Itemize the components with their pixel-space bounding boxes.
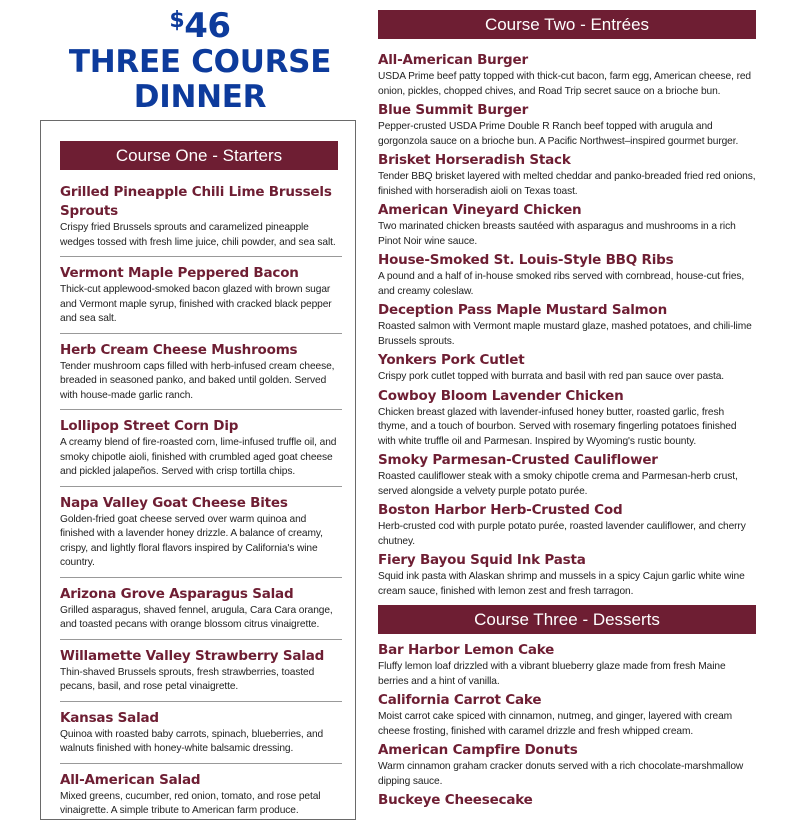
price <box>40 2 360 45</box>
menu-item-name: Deception Pass Maple Mustard Salmon <box>378 302 668 318</box>
course-two-banner: Course Two - Entrées <box>378 10 756 39</box>
menu-item-name: Smoky Parmesan-Crusted Cauliflower <box>378 452 658 468</box>
menu-item <box>378 501 756 549</box>
menu-item-description: Grilled asparagus, shaved fennel, arugula, Cara Cara orange, and toasted pecans with orange blossom citrus vinaigrette. <box>60 604 333 630</box>
menu-item <box>378 251 756 299</box>
menu-item-name: Blue Summit Burger <box>378 102 529 118</box>
menu-item-name: Vermont Maple Peppered Bacon <box>60 265 299 281</box>
menu-item-name: Lollipop Street Corn Dip <box>60 418 239 434</box>
menu-item-name: Fiery Bayou Squid Ink Pasta <box>378 552 586 568</box>
menu-item-name: California Carrot Cake <box>378 692 542 708</box>
menu-item-description: Two marinated chicken breasts sautéed with asparagus and mushrooms in a rich Pinot Noir wine sauce. <box>378 221 736 247</box>
menu-item-description: Roasted cauliflower steak with a smoky chipotle crema and Parmesan-herb crust, served alongside a velvety purple potato purée. <box>378 471 738 497</box>
menu-item <box>60 263 342 334</box>
menu-item-description: Tender BBQ brisket layered with melted cheddar and panko-breaded fried red onions, finished with horseradish aioli on Texas toast. <box>378 171 756 197</box>
menu-item <box>378 387 756 450</box>
starters-list <box>60 182 342 831</box>
menu-item-description: USDA Prime beef patty topped with thick-cut bacon, farm egg, American cheese, red onion, pickles, chopped chives, and Road Trip secret sauce on a brioche bun. <box>378 71 751 97</box>
menu-item-name: Yonkers Pork Cutlet <box>378 352 525 368</box>
menu-item <box>60 584 342 640</box>
menu-item-name: Kansas Salad <box>60 709 159 726</box>
menu-item-name: Willamette Valley Strawberry Salad <box>60 647 325 664</box>
menu-item-name: Napa Valley Goat Cheese Bites <box>60 494 288 511</box>
menu-item-description: Tender mushroom caps filled with herb-infused cream cheese, breaded in seasoned panko, and baked until golden. Served with house-made garlic ranch. <box>60 360 335 401</box>
menu-item-name: Herb Cream Cheese Mushrooms <box>60 341 298 358</box>
menu-item <box>60 182 342 257</box>
menu-item-description: Pepper-crusted USDA Prime Double R Ranch beef topped with arugula and gorgonzola sauce on a brioche bun. A Pacific Northwest–inspired gourmet burger. <box>378 121 739 147</box>
menu-item-name: House-Smoked St. Louis-Style BBQ Ribs <box>378 252 674 268</box>
menu-item <box>60 493 342 578</box>
menu-item <box>60 416 342 487</box>
menu-item-description: Mixed greens, cucumber, red onion, tomato, and rose petal vinaigrette. A simple tribute to American farm produce. <box>60 790 321 816</box>
menu-item <box>60 770 342 825</box>
menu-item-description: Roasted salmon with Vermont maple mustard glaze, mashed potatoes, and chili-lime Brussels sprouts. <box>378 321 752 347</box>
menu-item-name: All-American Salad <box>60 771 201 788</box>
menu-item-description: A creamy blend of fire-roasted corn, lime-infused truffle oil, and smoky chipotle aioli, finished with crumbled aged goat cheese and pickled jalapeños. Served with crisp tortilla chips. <box>60 437 337 477</box>
menu-item <box>378 301 756 349</box>
menu-item <box>378 351 756 385</box>
menu-item <box>378 451 756 499</box>
menu-item <box>378 201 756 249</box>
menu-item <box>378 51 756 99</box>
menu-item-name: Grilled Pineapple Chili Lime Brussels Sprouts <box>60 184 332 219</box>
menu-item <box>378 691 756 739</box>
entrees-list <box>378 51 756 601</box>
price-amount: 46 <box>184 6 231 46</box>
menu-item-name: American Vineyard Chicken <box>378 202 582 218</box>
menu-item-name: Buckeye Cheesecake <box>378 792 533 808</box>
menu-item-description: Chicken breast glazed with lavender-infused honey butter, roasted garlic, fresh thyme, and a touch of bourbon. Served with rosemary fingerling potatoes finished with white truffle oil and Parmesan. Inspired by Wyoming's rustic bounty. <box>378 406 737 447</box>
menu-item-name: Boston Harbor Herb-Crusted Cod <box>378 502 623 518</box>
menu-item-name: Cowboy Bloom Lavender Chicken <box>378 387 624 404</box>
menu-item <box>378 101 756 149</box>
menu-item-description: Squid ink pasta with Alaskan shrimp and mussels in a spicy Cajun garlic white wine cream sauce, finished with lemon zest and fresh tarragon. <box>378 571 745 597</box>
menu-item <box>378 741 756 789</box>
menu-item-description: Quinoa with roasted baby carrots, spinach, blueberries, and walnuts finished with honey-white balsamic dressing. <box>60 728 324 754</box>
menu-item <box>378 151 756 199</box>
menu-item-description: Fluffy lemon loaf drizzled with a vibrant blueberry glaze made from fresh Maine berries and a hint of vanilla. <box>378 661 726 687</box>
menu-item-name: All-American Burger <box>378 52 528 68</box>
menu-item <box>378 641 756 689</box>
menu-title-line-1: THREE COURSE <box>68 44 332 80</box>
menu-item-name: Arizona Grove Asparagus Salad <box>60 585 294 602</box>
menu-item <box>378 551 756 599</box>
desserts-list <box>378 641 756 812</box>
price-symbol: $ <box>169 8 185 33</box>
menu-item-description: Crispy fried Brussels sprouts and caramelized pineapple wedges tossed with fresh lime juice, chili powder, and sea salt. <box>60 222 336 248</box>
menu-item <box>378 791 756 810</box>
menu-title-line-2: DINNER <box>133 79 267 115</box>
menu-item-description: Crispy pork cutlet topped with burrata and basil with red pan sauce over pasta. <box>378 371 725 382</box>
menu-item-description: Moist carrot cake spiced with cinnamon, nutmeg, and ginger, layered with cream cheese frosting, finished with caramel drizzle and fresh whipped cream. <box>378 711 733 737</box>
menu-item-description: Thick-cut applewood-smoked bacon glazed with brown sugar and Vermont maple syrup, finished with cracked black pepper and sea salt. <box>60 284 332 324</box>
menu-item-description: Golden-fried goat cheese served over warm quinoa and finished with a lavender honey drizzle. A balance of creamy, crispy, and lightly floral flavors inspired by California's wine country. <box>60 513 323 568</box>
menu-item-description: Warm cinnamon graham cracker donuts served with a rich chocolate-marshmallow dipping sauce. <box>378 761 744 787</box>
menu-item-name: Brisket Horseradish Stack <box>378 152 571 168</box>
menu-item-description: Thin-shaved Brussels sprouts, fresh strawberries, toasted pecans, basil, and rose petal vinaigrette. <box>60 666 315 692</box>
course-three-banner: Course Three - Desserts <box>378 605 756 634</box>
menu-headline <box>40 2 360 115</box>
menu-item <box>60 340 342 411</box>
menu-item-description: A pound and a half of in-house smoked ribs served with cornbread, house-cut fries, and creamy coleslaw. <box>378 271 745 297</box>
menu-item <box>60 708 342 764</box>
menu-item-name: American Campfire Donuts <box>378 742 578 758</box>
menu-item <box>60 646 342 702</box>
course-one-banner: Course One - Starters <box>60 141 338 170</box>
menu-item-description: Herb-crusted cod with purple potato purée, roasted lavender cauliflower, and cherry chutney. <box>378 521 746 547</box>
menu-item-name: Bar Harbor Lemon Cake <box>378 642 555 658</box>
